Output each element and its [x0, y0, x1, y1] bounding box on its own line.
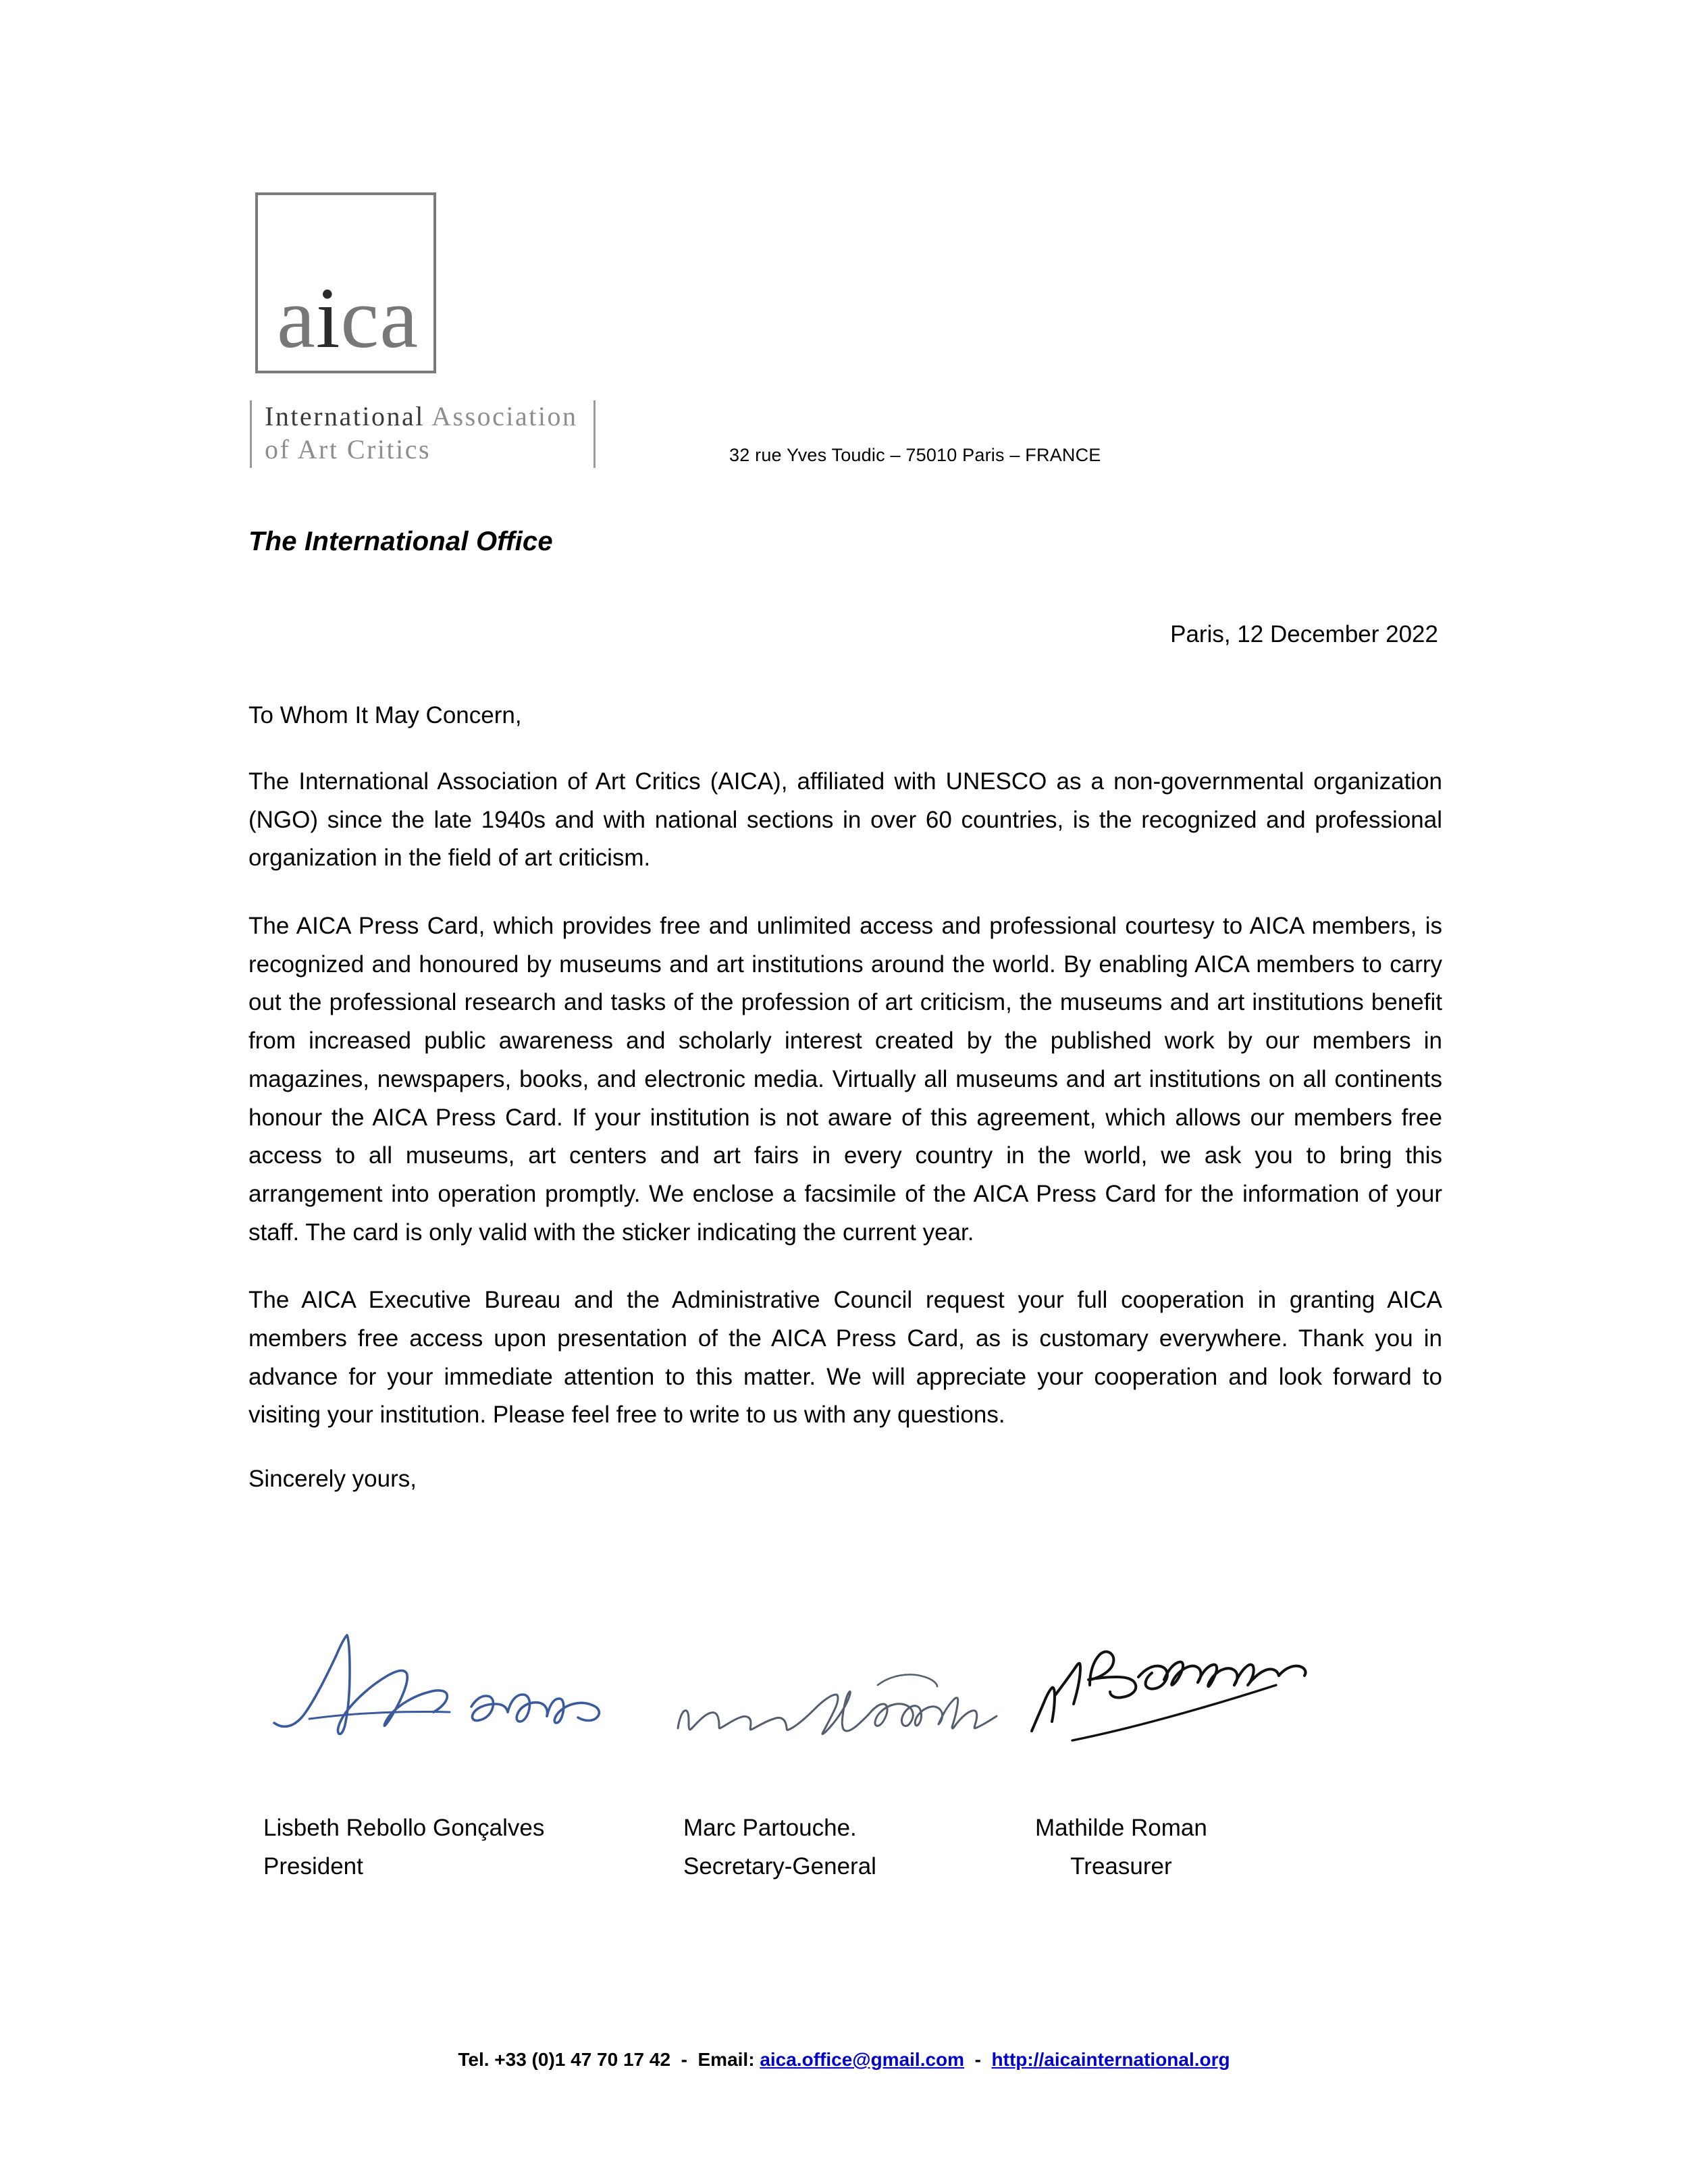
signatory-1	[263, 1809, 544, 1886]
logo-subtitle-association: Association	[431, 401, 578, 431]
body-paragraph-1: The International Association of Art Critics (AICA), affiliated with UNESCO as a non-governmental organization (NGO) since the late 1940s and with national sections in over 60 countries, is the recognized and professional organization in the field of art criticism.	[248, 768, 1442, 872]
letter-body	[248, 702, 1442, 1493]
signatory-3-name: Mathilde Roman	[1035, 1815, 1207, 1841]
closing-line: Sincerely yours,	[248, 1466, 417, 1492]
footer-contact-bar	[0, 2049, 1688, 2071]
signature-mathilde-roman	[1025, 1620, 1349, 1749]
aica-logo-wordmark: aica	[277, 270, 419, 366]
footer-separator-2: -	[974, 2049, 981, 2070]
signature-row	[248, 1620, 1450, 1749]
aica-logo-mark	[255, 192, 436, 373]
signature-lisbeth-rebollo-goncalves	[269, 1620, 606, 1749]
aica-logo-dark-letter: i	[315, 270, 341, 366]
logo-subtitle-international: International	[265, 401, 425, 431]
aica-logo-subtitle-line1	[265, 400, 578, 433]
signatory-1-title: President	[263, 1853, 363, 1880]
footer-email-label: Email:	[697, 2049, 755, 2070]
signatory-2-title: Secretary-General	[683, 1853, 876, 1880]
signatory-2	[683, 1809, 876, 1886]
aica-logo-subtitle	[250, 398, 596, 469]
footer-website-link[interactable]: http://aicainternational.org	[991, 2049, 1230, 2070]
signatory-names-row	[248, 1809, 1464, 1890]
footer-email-link[interactable]: aica.office@gmail.com	[760, 2049, 965, 2070]
body-paragraph-3: The AICA Executive Bureau and the Administrative Council request your full cooperation in granting AICA members free access upon presentation of the AICA Press Card, as is customary everywhere. Thank you in advance for your immediate attention to this matter. We will appreciate your cooperation and look forward to visiting your institution. Please feel free to write to us with any questions.	[248, 1287, 1442, 1429]
letterhead	[250, 192, 628, 469]
signatory-3	[1035, 1809, 1207, 1886]
date-line: Paris, 12 December 2022	[1170, 621, 1438, 647]
footer-phone: Tel. +33 (0)1 47 70 17 42	[458, 2049, 671, 2070]
office-title: The International Office	[248, 527, 553, 556]
letterhead-address: 32 rue Yves Toudic – 75010 Paris – FRANCE	[729, 445, 1101, 465]
signatory-2-name: Marc Partouche.	[683, 1815, 857, 1841]
aica-logo-subtitle-line2: of Art Critics	[265, 433, 431, 464]
signature-marc-partouche	[674, 1620, 1011, 1749]
signatory-3-title: Treasurer	[1070, 1853, 1172, 1880]
signatory-1-name: Lisbeth Rebollo Gonçalves	[263, 1815, 545, 1841]
footer-separator-1: -	[681, 2049, 687, 2070]
salutation: To Whom It May Concern,	[248, 702, 522, 728]
body-paragraph-2: The AICA Press Card, which provides free and unlimited access and professional courtesy to AICA members, is recognized and honoured by museums and art institutions around the world. By enabling AICA members to carry out the professional research and tasks of the profession of art criticism, the museums and art institutions benefit from increased public awareness and scholarly interest created by the published work by our members in magazines, newspapers, books, and electronic media. Virtually all museums and art institutions on all continents honour the AICA Press Card. If your institution is not aware of this agreement, which allows our members free access to all museums, art centers and art fairs in every country in the world, we ask you to bring this arrangement into operation promptly. We enclose a facsimile of the AICA Press Card for the information of your staff. The card is only valid with the sticker indicating the current year.	[248, 913, 1442, 1246]
